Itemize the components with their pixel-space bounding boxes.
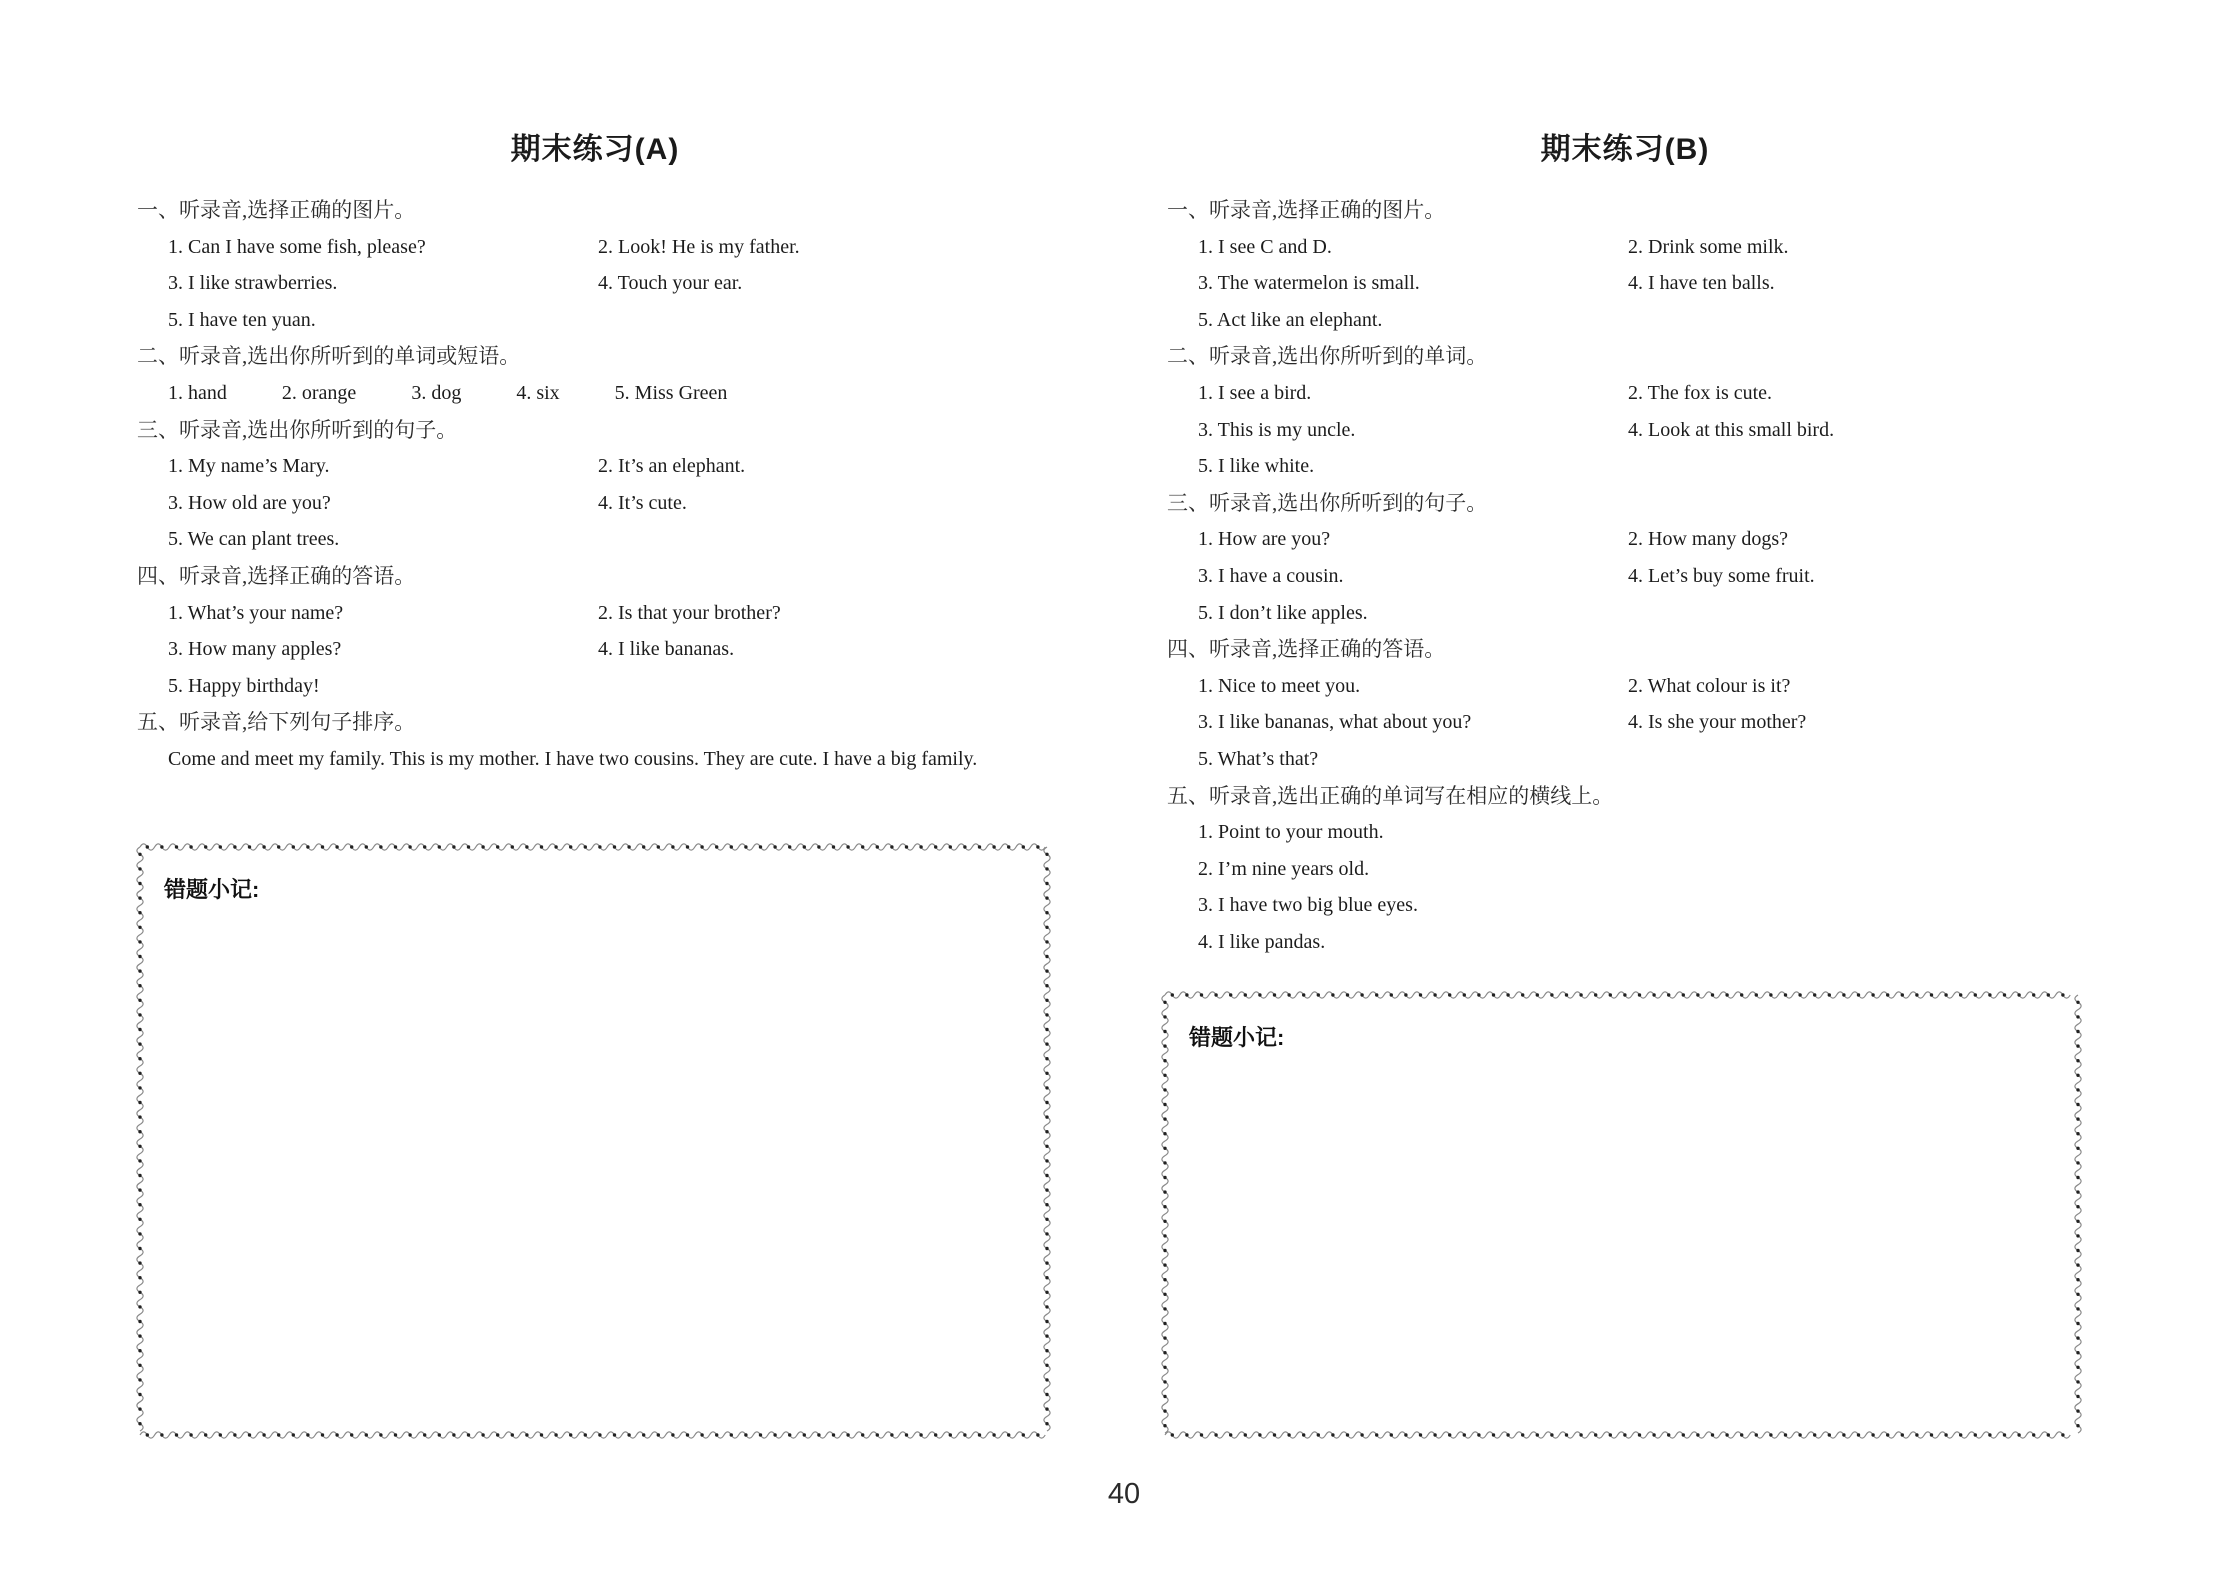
section-b4 — [1167, 631, 2083, 777]
exercise-item — [598, 521, 1053, 558]
item-row — [1167, 229, 2083, 266]
item-row — [1167, 302, 2083, 339]
section-header: 四、听录音,选择正确的答语。 — [1167, 637, 1446, 662]
exercise-item: 4. Is she your mother? — [1628, 711, 1807, 734]
item-row — [137, 668, 1053, 705]
section-b5 — [1167, 778, 2083, 961]
section-a5 — [137, 704, 1053, 777]
decorative-wavy-border — [1159, 989, 2084, 1441]
item-row — [137, 521, 1053, 558]
mistake-notes-label: 错题小记: — [164, 877, 260, 902]
exercise-item: 3. I like strawberries. — [168, 272, 338, 295]
exercise-item: 3. I like bananas, what about you? — [1198, 711, 1472, 734]
exercise-item: 3. I have two big blue eyes. — [1198, 894, 1418, 917]
item-row — [1167, 521, 2083, 558]
decorative-wavy-border — [134, 841, 1053, 1441]
exercise-item: 3. The watermelon is small. — [1198, 272, 1420, 295]
exercise-column-a — [137, 0, 1053, 778]
column-b-title: 期末练习(B) — [1540, 133, 1710, 166]
exercise-item: 1. I see a bird. — [1198, 381, 1312, 404]
page-number: 40 — [1107, 1478, 1141, 1510]
column-a-title: 期末练习(A) — [510, 133, 680, 166]
exercise-item: 2. How many dogs? — [1628, 528, 1788, 551]
section-header: 一、听录音,选择正确的图片。 — [137, 198, 416, 222]
exercise-item: 1. Nice to meet you. — [1198, 674, 1361, 697]
section-b3 — [1167, 485, 2083, 631]
section-header: 三、听录音,选出你所听到的句子。 — [137, 417, 458, 442]
exercise-item — [1628, 302, 2083, 339]
section-b1 — [1167, 192, 2083, 338]
item-row — [1167, 704, 2083, 741]
exercise-item: 2. It’s an elephant. — [598, 455, 746, 478]
item-row — [137, 302, 1053, 339]
exercise-item: 3. This is my uncle. — [1198, 418, 1356, 441]
exercise-item: 5. Act like an elephant. — [1198, 308, 1383, 331]
section-header: 四、听录音,选择正确的答语。 — [137, 563, 416, 588]
item-row — [137, 229, 1053, 266]
ordering-paragraph: Come and meet my family. This is my mother. I have two cousins. They are cute. I have a big family. — [168, 747, 978, 770]
exercise-item: 5. Miss Green — [614, 381, 728, 404]
exercise-item — [1628, 741, 2083, 778]
section-a3 — [137, 412, 1053, 558]
exercise-item: 1. hand — [168, 381, 227, 404]
exercise-item: 4. I like pandas. — [1198, 930, 1326, 953]
exercise-item: 2. The fox is cute. — [1628, 381, 1773, 404]
item-row — [1167, 448, 2083, 485]
item-row — [137, 595, 1053, 632]
exercise-item: 4. Touch your ear. — [598, 272, 743, 295]
exercise-item: 2. What colour is it? — [1628, 674, 1791, 697]
item-row — [137, 375, 1053, 412]
item-row — [1167, 741, 2083, 778]
exercise-item: 3. dog — [411, 381, 462, 404]
exercise-item — [1628, 448, 2083, 485]
exercise-item: 5. I have ten yuan. — [168, 308, 316, 331]
exercise-column-b — [1167, 0, 2083, 960]
section-header: 二、听录音,选出你所听到的单词或短语。 — [137, 344, 521, 369]
exercise-item: 1. My name’s Mary. — [168, 455, 330, 478]
exercise-item: 5. We can plant trees. — [168, 528, 340, 551]
exercise-item: 2. Look! He is my father. — [598, 235, 800, 258]
exercise-item — [1628, 595, 2083, 632]
exercise-item: 2. Is that your brother? — [598, 601, 781, 624]
exercise-item: 1. Can I have some fish, please? — [168, 235, 426, 258]
exercise-item: 4. I like bananas. — [598, 638, 735, 661]
section-header: 三、听录音,选出你所听到的句子。 — [1167, 490, 1488, 515]
item-row — [137, 265, 1053, 302]
item-row — [137, 448, 1053, 485]
exercise-item: 4. Look at this small bird. — [1628, 418, 1835, 441]
mistake-notes-box-a — [134, 841, 1053, 1441]
section-header: 二、听录音,选出你所听到的单词。 — [1167, 344, 1488, 369]
item-row — [1167, 668, 2083, 705]
exercise-item — [598, 302, 1053, 339]
section-header: 五、听录音,给下列句子排序。 — [137, 710, 416, 735]
exercise-item: 3. I have a cousin. — [1198, 564, 1344, 587]
item-row — [1167, 558, 2083, 595]
item-row — [1167, 412, 2083, 449]
exercise-item: 2. I’m nine years old. — [1198, 857, 1370, 880]
exercise-item: 3. How many apples? — [168, 638, 342, 661]
exercise-item: 5. I like white. — [1198, 455, 1315, 478]
exercise-item: 1. What’s your name? — [168, 601, 344, 624]
exercise-item: 2. Drink some milk. — [1628, 235, 1789, 258]
section-header: 一、听录音,选择正确的图片。 — [1167, 198, 1446, 222]
exercise-item: 4. Let’s buy some fruit. — [1628, 564, 1815, 587]
mistake-notes-label: 错题小记: — [1189, 1025, 1285, 1050]
item-row — [1167, 265, 2083, 302]
section-a4 — [137, 558, 1053, 704]
exercise-item: 4. six — [516, 381, 560, 404]
mistake-notes-box-b — [1159, 989, 2084, 1441]
exercise-item: 5. What’s that? — [1198, 747, 1319, 770]
exercise-item: 5. I don’t like apples. — [1198, 601, 1368, 624]
item-row — [1167, 375, 2083, 412]
exercise-item — [598, 668, 1053, 705]
exercise-item: 3. How old are you? — [168, 491, 331, 514]
item-row — [137, 485, 1053, 522]
exercise-item: 1. I see C and D. — [1198, 235, 1332, 258]
item-row — [137, 631, 1053, 668]
exercise-item: 4. I have ten balls. — [1628, 272, 1775, 295]
exercise-item: 1. Point to your mouth. — [1198, 821, 1384, 844]
section-header: 五、听录音,选出正确的单词写在相应的横线上。 — [1167, 783, 1614, 808]
section-b2 — [1167, 338, 2083, 484]
exercise-item: 2. orange — [281, 381, 357, 404]
section-a2 — [137, 338, 1053, 411]
exercise-item: 5. Happy birthday! — [168, 674, 320, 697]
exercise-item: 4. It’s cute. — [598, 491, 687, 514]
item-row — [1167, 595, 2083, 632]
exercise-item: 1. How are you? — [1198, 528, 1331, 551]
section-a1 — [137, 192, 1053, 338]
